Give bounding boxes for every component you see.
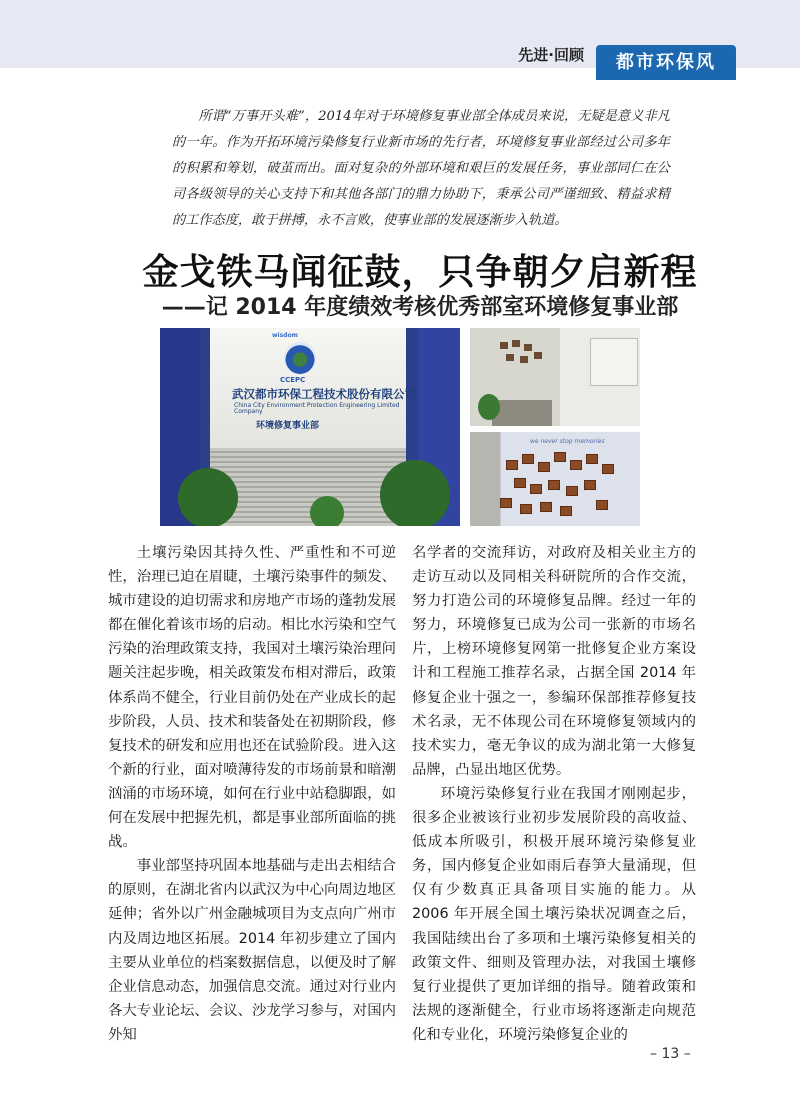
photo-frame-icon bbox=[500, 498, 512, 508]
photo-frame-icon bbox=[596, 500, 608, 510]
photo-frame-icon bbox=[540, 502, 552, 512]
photo-frame-icon bbox=[560, 506, 572, 516]
photo-office-window bbox=[590, 338, 638, 386]
photo-memory-wall bbox=[470, 432, 640, 526]
memory-wall-text: we never stop memories bbox=[530, 438, 605, 445]
photo-frame-icon bbox=[586, 454, 598, 464]
photo-frame-icon bbox=[512, 340, 520, 347]
photo-reception-sign bbox=[160, 328, 460, 526]
photo-memory-wall-bg bbox=[470, 432, 640, 526]
sign-company-name-en: China City Environment Protection Engineering Limited Company bbox=[234, 402, 400, 415]
intro-paragraph: 所谓“万事开头难”，2014年对于环境修复事业部全体成员来说，无疑是意义非凡的一年。作为开拓环境污染修复行业新市场的先行者，环境修复事业部经过公司多年的积累和筹划，破茧而出。面对复杂的外部环境和艰巨的发展任务，事业部同仁在公司各级领导的关心支持下和其他各部门的鼎力协助下，秉承公司严谨细致、精益求精的工作态度，敢于拼搏，永不言败，使事业部的发展逐渐步入轨道。 bbox=[172, 109, 670, 228]
photo-frame-icon bbox=[548, 480, 560, 490]
photo-frame-icon bbox=[538, 462, 550, 472]
body-paragraph: 环境污染修复行业在我国才刚刚起步，很多企业被该行业初步发展阶段的高收益、低成本所吸引，积极开展环境污染修复业务，国内修复企业如雨后春笋大量涌现，但仅有少数真正具备项目实施的能力。从 2006 年开展全国土壤污染状况调查之后，我国陆续出台了多项和土壤污染修复相关的政策文件、细则及管理办法，对我国土壤修复行业提供了更加详细的指导。随着政策和法规的逐渐健全，行业市场将逐渐走向规范化和专业化，环境污染修复企业的 bbox=[412, 785, 696, 1043]
article-title: 金戈铁马闻征鼓，只争朝夕启新程 bbox=[142, 252, 698, 293]
photo-frame-icon bbox=[554, 452, 566, 462]
company-logo-abbrev: CCEPC bbox=[280, 376, 306, 384]
photo-frame-icon bbox=[524, 344, 532, 351]
brand-badge-underline bbox=[596, 77, 736, 80]
photo-frame-icon bbox=[522, 454, 534, 464]
photo-frame-icon bbox=[520, 356, 528, 363]
body-column-left bbox=[108, 541, 396, 1047]
photo-frame-icon bbox=[584, 480, 596, 490]
photo-office-desk bbox=[492, 400, 552, 426]
plant-right-icon bbox=[380, 460, 450, 526]
photo-frame-icon bbox=[534, 352, 542, 359]
photo-office bbox=[470, 328, 640, 426]
photo-frame-icon bbox=[530, 484, 542, 494]
photo-frame-icon bbox=[506, 354, 514, 361]
plant-icon bbox=[478, 394, 500, 420]
photo-frame-icon bbox=[602, 464, 614, 474]
body-paragraph: 事业部坚持巩固本地基础与走出去相结合的原则，在湖北省内以武汉为中心向周边地区延伸；省外以广州金融城项目为支点向广州市内及周边地区拓展。2014 年初步建立了国内主要从业单位的档案数据信息，以便及时了解企业信息动态，加强信息交流。通过对行业内各大专业论坛、会议、沙龙学习参与，对国内外知 bbox=[108, 858, 396, 1043]
article-subtitle: ——记 2014 年度绩效考核优秀部室环境修复事业部 bbox=[161, 295, 679, 320]
photo-frame-icon bbox=[514, 478, 526, 488]
photo-frame-icon bbox=[500, 342, 508, 349]
plant-center-icon bbox=[310, 496, 344, 526]
page-number: – 13 – bbox=[650, 1046, 691, 1062]
photo-frame-icon bbox=[506, 460, 518, 470]
brand-badge: 都市环保风 bbox=[596, 45, 736, 77]
plant-left-icon bbox=[178, 468, 238, 526]
sign-company-name: 武汉都市环保工程技术股份有限公司 bbox=[232, 387, 416, 401]
body-paragraph: 名学者的交流拜访，对政府及相关业主方的走访互动以及同相关科研院所的合作交流，努力打造公司的环境修复品牌。经过一年的努力，环境修复已成为公司一张新的市场名片，上榜环境修复网第一批修复企业方案设计和工程施工推荐名录，占据全国 2014 年修复企业十强之一，参编环保部推荐修复技术名录，无不体现公司在环境修复领域内的技术实力，毫无争议的成为湖北第一大修复品牌，凸显出地区优势。 bbox=[412, 545, 696, 778]
body-column-right bbox=[412, 541, 696, 1047]
photo-frame-icon bbox=[570, 460, 582, 470]
photo-frame-icon bbox=[520, 504, 532, 514]
company-logo-icon bbox=[284, 342, 316, 374]
photo-frame-icon bbox=[566, 486, 578, 496]
company-logo-word: wisdom bbox=[272, 332, 298, 339]
section-label: 先进·回顾 bbox=[518, 46, 584, 64]
photo-reception-counter bbox=[210, 448, 406, 526]
sign-department: 环境修复事业部 bbox=[256, 421, 320, 431]
body-paragraph: 土壤污染因其持久性、严重性和不可逆性，治理已迫在眉睫，土壤污染事件的频发、城市建设的迫切需求和房地产市场的蓬勃发展都在催化着该市场的启动。相比水污染和空气污染的治理政策支持，我国对土壤污染治理问题关注起步晚，相关政策发布相对滞后，政策体系尚不健全，行业目前仍处在产业成长的起步阶段，人员、技术和装备处在初期阶段，修复技术的研发和应用也还在试验阶段。进入这个新的行业，面对喷薄待发的市场前景和暗潮汹涌的市场环境，如何在行业中站稳脚跟，如何在发展中把握先机，都是事业部所面临的挑战。 bbox=[108, 545, 396, 851]
